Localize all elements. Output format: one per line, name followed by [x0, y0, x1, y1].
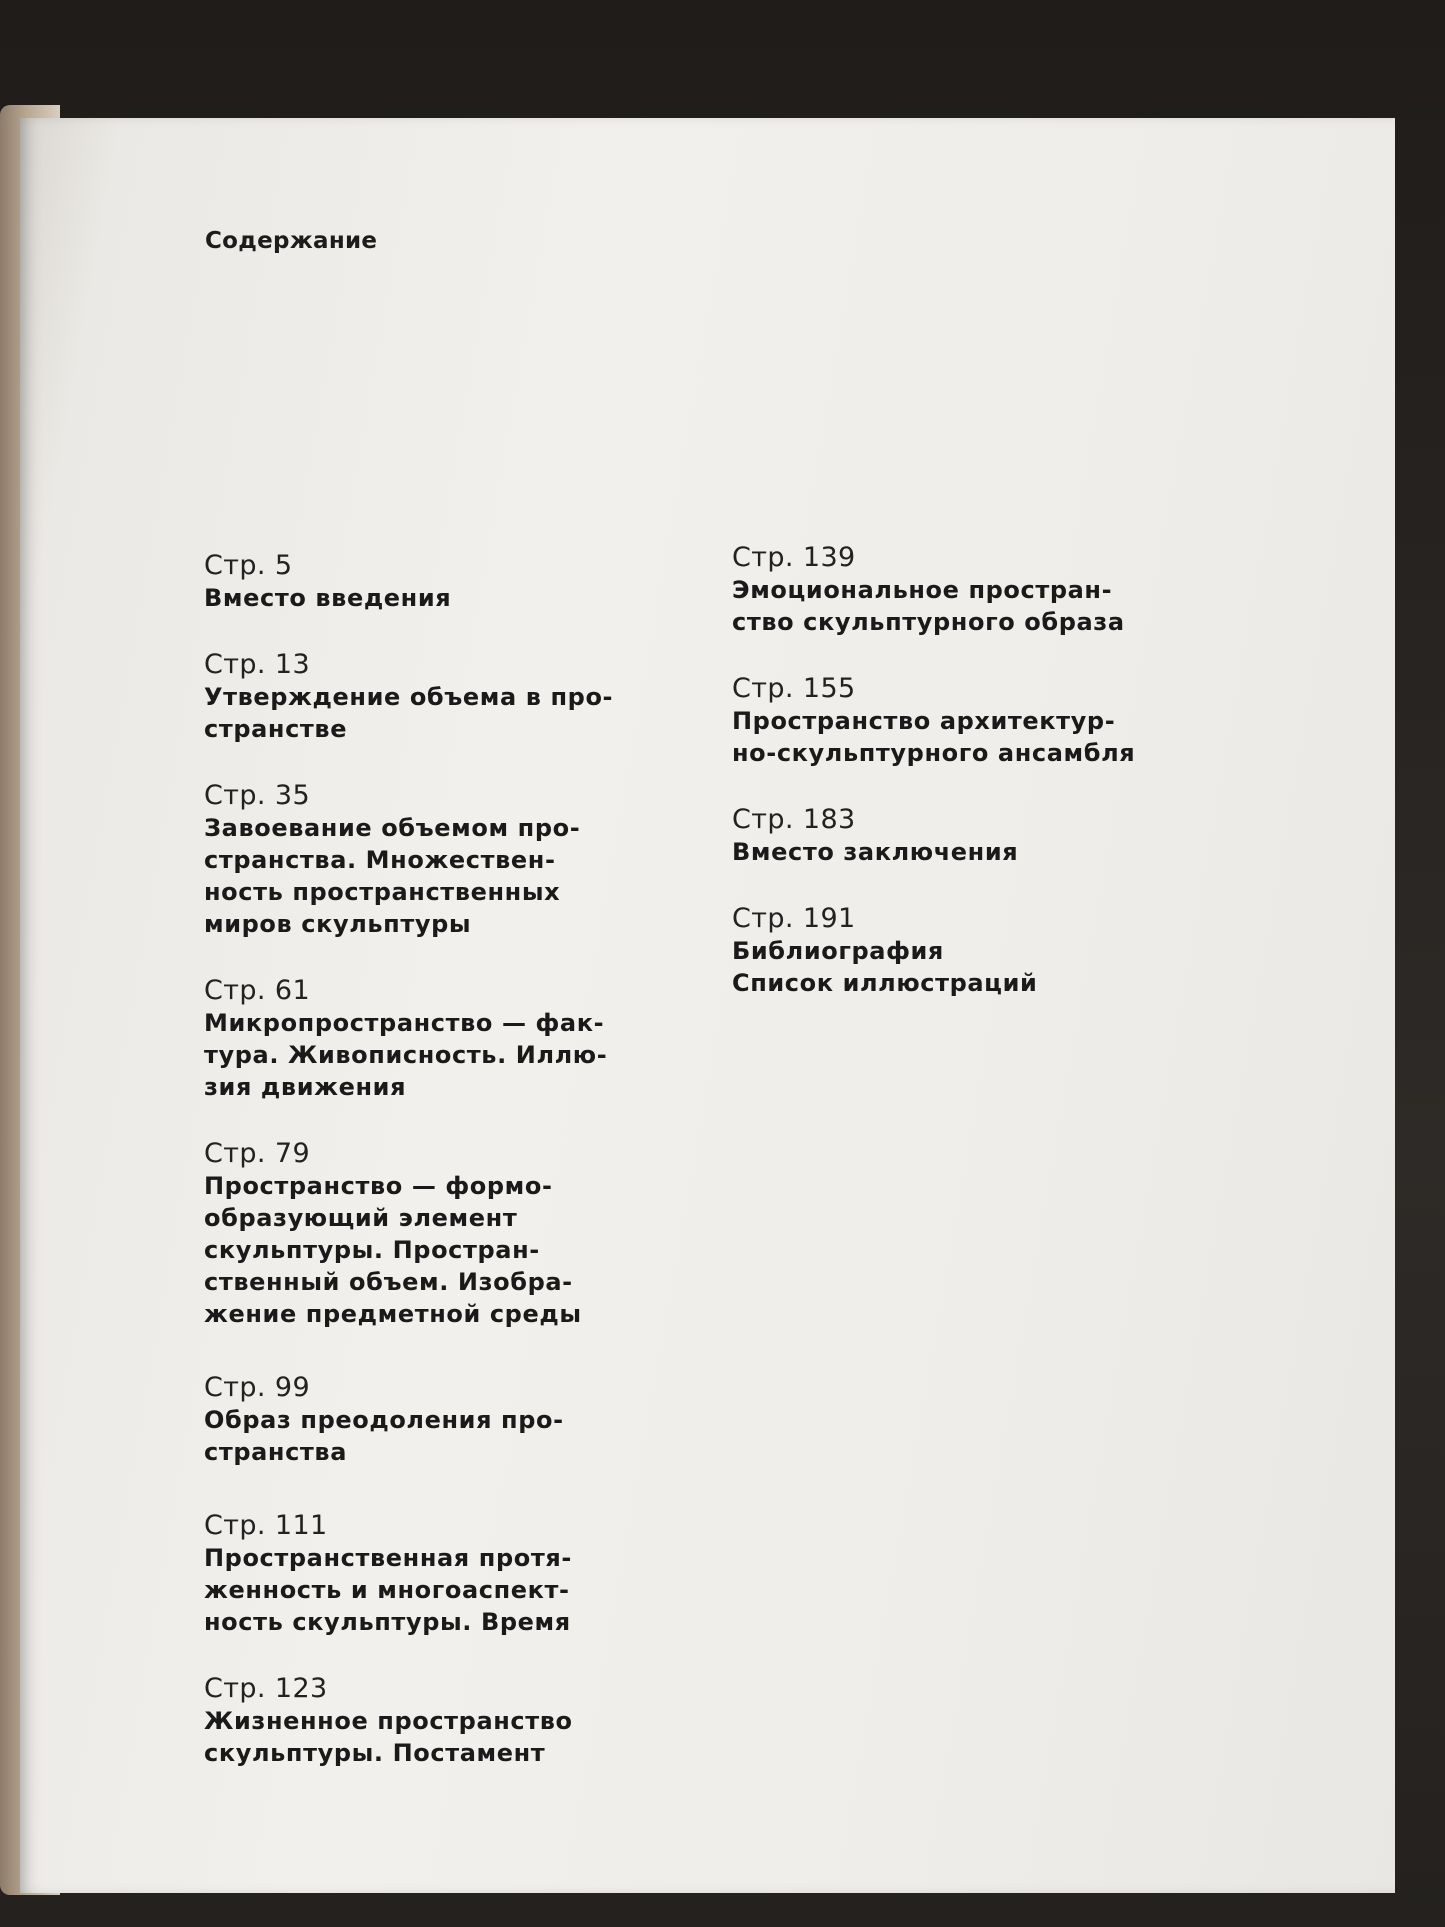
- toc-entry-title: Эмоциональное простран- ство скульптурного образа: [732, 576, 1125, 636]
- page-title: Содержание: [205, 228, 378, 254]
- toc-page-number: Стр. 139: [732, 542, 856, 573]
- toc-page-number: Стр. 111: [204, 1510, 328, 1541]
- toc-entry-title: Завоевание объемом про- странства. Множествен- ность пространственных миров скульптуры: [204, 814, 581, 938]
- toc-entry: [204, 1372, 664, 1468]
- toc-entry: [732, 673, 1212, 769]
- toc-page-number: Стр. 35: [204, 780, 311, 811]
- toc-entry-title: Пространственная протя- женность и многоаспект- ность скульптуры. Время: [204, 1544, 572, 1636]
- toc-entry: [732, 804, 1212, 868]
- toc-entry-title: Жизненное пространство скульптуры. Постамент: [204, 1707, 573, 1767]
- toc-entry: [204, 649, 664, 745]
- toc-entry: [204, 1673, 664, 1769]
- toc-entry: [732, 903, 1212, 999]
- toc-entry: [204, 780, 664, 940]
- toc-left-column: [204, 550, 664, 1769]
- toc-entry: [204, 1510, 664, 1638]
- toc-page-number: Стр. 99: [204, 1372, 311, 1403]
- toc-entry-title: Утверждение объема в про- странстве: [204, 683, 614, 743]
- toc-page-number: Стр. 13: [204, 649, 311, 680]
- toc-page-number: Стр. 155: [732, 673, 856, 704]
- toc-entry-title: Библиография Список иллюстраций: [732, 937, 1038, 997]
- toc-page-number: Стр. 5: [204, 550, 293, 581]
- toc-right-column: [732, 542, 1212, 999]
- toc-page-number: Стр. 123: [204, 1673, 328, 1704]
- toc-entry: [204, 975, 664, 1103]
- toc-page-number: Стр. 61: [204, 975, 311, 1006]
- toc-page-number: Стр. 191: [732, 903, 856, 934]
- toc-entry: [732, 542, 1212, 638]
- toc-entry-title: Микропространство — фак- тура. Живописность. Иллю- зия движения: [204, 1009, 608, 1101]
- toc-entry-title: Пространство архитектур- но-скульптурного ансамбля: [732, 707, 1136, 767]
- toc-entry-title: Образ преодоления про- странства: [204, 1406, 564, 1466]
- toc-entry: [204, 1138, 664, 1330]
- toc-entry-title: Вместо введения: [204, 584, 452, 612]
- toc-entry-title: Вместо заключения: [732, 838, 1019, 866]
- toc-page-number: Стр. 183: [732, 804, 856, 835]
- toc-page-number: Стр. 79: [204, 1138, 311, 1169]
- toc-entry: [204, 550, 664, 614]
- toc-entry-title: Пространство — формо- образующий элемент скульптуры. Простран- ственный объем. Изобра- жение предметной среды: [204, 1172, 582, 1328]
